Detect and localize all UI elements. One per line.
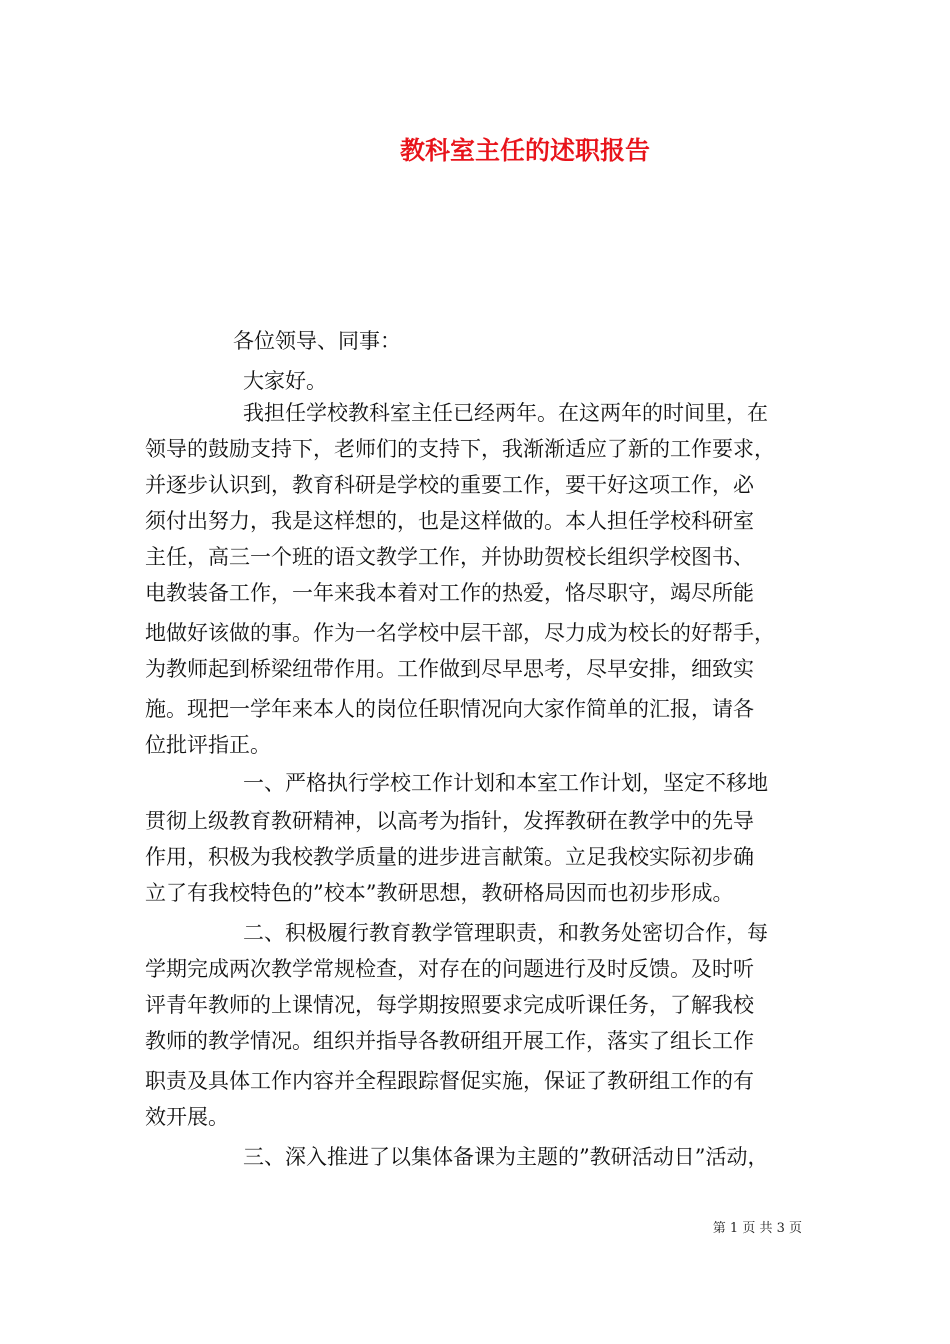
page-number: 第 1 页 共 3 页 [712, 1221, 802, 1236]
section-1-line: 一、严格执行学校工作计划和本室工作计划，坚定不移地 [243, 771, 768, 795]
document-title: 教科室主任的述职报告 [399, 136, 650, 165]
body-line: 施。现把一学年来本人的岗位任职情况向大家作简单的汇报，请各 [145, 697, 754, 721]
body-line: 为教师起到桥梁纽带作用。工作做到尽早思考，尽早安排，细致实 [145, 657, 754, 681]
section-2-line: 职责及具体工作内容并全程跟踪督促实施，保证了教研组工作的有 [145, 1069, 754, 1093]
body-line: 并逐步认识到，教育科研是学校的重要工作，要干好这项工作，必 [145, 473, 754, 497]
salutation-line: 各位领导、同事： [233, 329, 401, 353]
body-line: 电教装备工作，一年来我本着对工作的热爱，恪尽职守，竭尽所能 [145, 581, 754, 605]
section-2-line: 评青年教师的上课情况，每学期按照要求完成听课任务，了解我校 [145, 993, 754, 1017]
section-2-line: 二、积极履行教育教学管理职责，和教务处密切合作，每 [243, 921, 768, 945]
body-line: 领导的鼓励支持下，老师们的支持下，我渐渐适应了新的工作要求， [145, 437, 775, 461]
greeting-line: 大家好。 [243, 369, 327, 393]
body-line: 位批评指正。 [145, 733, 271, 757]
body-line: 主任，高三一个班的语文教学工作，并协助贺校长组织学校图书、 [145, 545, 754, 569]
section-1-line: 立了有我校特色的”校本”教研思想，教研格局因而也初步形成。 [145, 881, 734, 905]
body-line: 须付出努力，我是这样想的，也是这样做的。本人担任学校科研室 [145, 509, 754, 533]
section-2-line: 学期完成两次教学常规检查，对存在的问题进行及时反馈。及时听 [145, 957, 754, 981]
body-line: 地做好该做的事。作为一名学校中层干部，尽力成为校长的好帮手， [145, 621, 775, 645]
body-line: 我担任学校教科室主任已经两年。在这两年的时间里，在 [243, 401, 768, 425]
section-1-line: 贯彻上级教育教研精神，以高考为指针，发挥教研在教学中的先导 [145, 809, 754, 833]
section-2-line: 教师的教学情况。组织并指导各教研组开展工作，落实了组长工作 [145, 1029, 754, 1053]
section-3-line: 三、深入推进了以集体备课为主题的”教研活动日”活动， [243, 1145, 769, 1169]
section-1-line: 作用，积极为我校教学质量的进步进言献策。立足我校实际初步确 [145, 845, 754, 869]
section-2-line: 效开展。 [145, 1105, 229, 1129]
